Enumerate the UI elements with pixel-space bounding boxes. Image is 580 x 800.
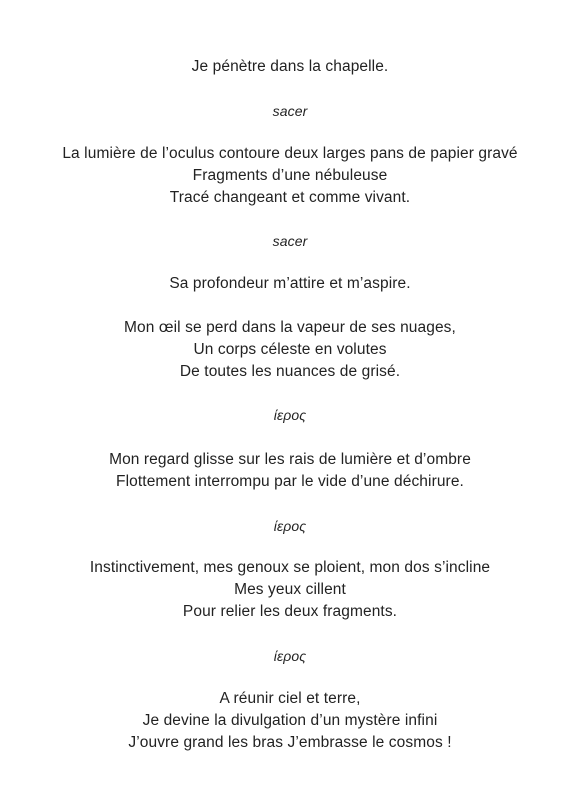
poem-line: De toutes les nuances de grisé. — [179, 363, 401, 380]
poem-line: Un corps céleste en volutes — [193, 341, 387, 358]
poem-line: Je pénètre dans la chapelle. — [191, 58, 389, 75]
poem-line: J’ouvre grand les bras J’embrasse le cosmos ! — [128, 734, 452, 751]
poem-line: Mon regard glisse sur les rais de lumière et d’ombre — [109, 451, 471, 468]
poem-line: Sa profondeur m’attire et m’aspire. — [169, 275, 411, 292]
poem-refrain: ίερος — [273, 648, 307, 664]
poem-line: Instinctivement, mes genoux se ploient, mon dos s’incline — [89, 559, 491, 576]
poem-line: Mes yeux cillent — [234, 581, 346, 598]
poem-refrain: ίερος — [273, 407, 307, 423]
poem-refrain: ίερος — [273, 518, 307, 534]
poem-line: Je devine la divulgation d’un mystère infini — [142, 712, 438, 729]
poem-line: Flottement interrompu par le vide d’une déchirure. — [116, 473, 464, 490]
poem-line: La lumière de l’oculus contoure deux larges pans de papier gravé — [62, 145, 518, 162]
poem-line: Fragments d’une nébuleuse — [192, 167, 388, 184]
poem-refrain: sacer — [272, 103, 308, 119]
poem-line: Tracé changeant et comme vivant. — [169, 189, 411, 206]
poem-line: Pour relier les deux fragments. — [182, 603, 398, 620]
poem-line: Mon œil se perd dans la vapeur de ses nuages, — [124, 319, 456, 336]
poem-refrain: sacer — [272, 233, 308, 249]
poem-line: A réunir ciel et terre, — [219, 690, 361, 707]
